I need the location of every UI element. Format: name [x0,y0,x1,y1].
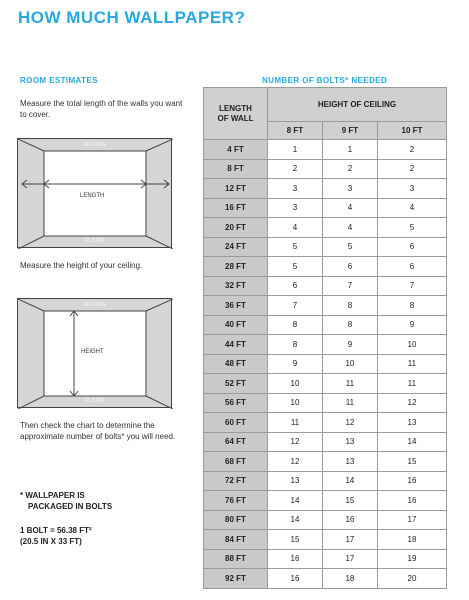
column-header: 10 FT [377,122,446,140]
row-length-cell: 76 FT [204,491,268,511]
bolt-count-cell: 5 [268,237,323,257]
table-row [204,276,447,296]
table-row [204,413,447,433]
table-row [204,510,447,530]
table-row [204,296,447,316]
bolt-count-cell: 9 [377,315,446,335]
column-header: 8 FT [268,122,323,140]
bolt-count-cell: 20 [377,569,446,589]
length-diagram [17,138,172,248]
bolt-count-cell: 6 [322,257,377,277]
bolt-count-cell: 8 [322,315,377,335]
step3-text: Then check the chart to determine the approximate number of bolts* you will need. [20,421,176,441]
bolt-count-cell: 4 [268,218,323,238]
bolt-count-cell: 14 [322,471,377,491]
row-length-cell: 84 FT [204,530,268,550]
row-length-cell: 56 FT [204,393,268,413]
bolt-count-cell: 16 [322,510,377,530]
row-length-cell: 16 FT [204,198,268,218]
bolt-count-cell: 2 [322,159,377,179]
bolt-count-cell: 12 [268,432,323,452]
row-length-cell: 52 FT [204,374,268,394]
bolt-count-cell: 12 [268,452,323,472]
bolt-count-cell: 12 [377,393,446,413]
bolt-count-cell: 2 [268,159,323,179]
bolt-count-cell: 17 [322,549,377,569]
bolt-count-cell: 1 [322,140,377,160]
row-length-cell: 60 FT [204,413,268,433]
height-label: HEIGHT [81,349,104,355]
bolt-count-cell: 15 [377,452,446,472]
row-length-cell: 68 FT [204,452,268,472]
bolt-count-cell: 9 [322,335,377,355]
table-row [204,179,447,199]
bolt-count-cell: 11 [322,393,377,413]
bolt-count-cell: 7 [377,276,446,296]
column-header: 9 FT [322,122,377,140]
ceiling-label: CEILING [82,302,107,308]
step2-text: Measure the height of your ceiling. [20,261,143,270]
bolt-count-cell: 4 [322,198,377,218]
table-row [204,530,447,550]
table-row [204,218,447,238]
table-row [204,471,447,491]
bolt-count-cell: 10 [322,354,377,374]
bolt-size [20,525,92,547]
footnote-line1: * WALLPAPER IS [20,491,85,500]
bolt-count-cell: 2 [377,140,446,160]
row-length-cell: 36 FT [204,296,268,316]
bolt-count-cell: 13 [377,413,446,433]
row-length-cell: 72 FT [204,471,268,491]
bolt-count-cell: 4 [377,198,446,218]
table-row [204,257,447,277]
length-of-wall-header [204,88,268,140]
bolt-count-cell: 10 [268,374,323,394]
bolt-count-cell: 11 [268,413,323,433]
bolts-table-body [204,140,447,589]
bolt-count-cell: 13 [322,432,377,452]
room-estimates-heading: ROOM ESTIMATES [20,76,98,85]
table-row [204,452,447,472]
row-length-cell: 44 FT [204,335,268,355]
bolt-count-cell: 6 [268,276,323,296]
bolt-count-cell: 16 [268,569,323,589]
bolt-dimensions: (20.5 IN X 33 FT) [20,537,82,546]
row-length-cell: 40 FT [204,315,268,335]
table-row [204,315,447,335]
height-of-ceiling-header: HEIGHT OF CEILING [268,88,447,122]
floor-label: FLOOR [84,398,105,404]
bolt-count-cell: 8 [322,296,377,316]
bolt-count-cell: 8 [268,335,323,355]
row-length-cell: 48 FT [204,354,268,374]
bolt-count-cell: 4 [322,218,377,238]
table-row [204,374,447,394]
bolt-count-cell: 14 [268,491,323,511]
row-length-cell: 92 FT [204,569,268,589]
row-length-cell: 88 FT [204,549,268,569]
length-header-line2: OF WALL [217,113,254,123]
row-length-cell: 64 FT [204,432,268,452]
bolt-count-cell: 12 [322,413,377,433]
table-row [204,549,447,569]
row-length-cell: 28 FT [204,257,268,277]
bolt-count-cell: 9 [268,354,323,374]
bolt-count-cell: 17 [322,530,377,550]
bolt-count-cell: 3 [268,198,323,218]
row-length-cell: 8 FT [204,159,268,179]
table-row [204,237,447,257]
step1-text: Measure the total length of the walls you want to cover. [20,99,183,119]
bolt-count-cell: 7 [322,276,377,296]
table-row [204,569,447,589]
bolt-count-cell: 14 [268,510,323,530]
bolt-count-cell: 7 [268,296,323,316]
bolt-count-cell: 10 [377,335,446,355]
row-length-cell: 80 FT [204,510,268,530]
height-diagram [17,298,172,408]
bolt-count-cell: 19 [377,549,446,569]
bolt-count-cell: 2 [377,159,446,179]
row-length-cell: 4 FT [204,140,268,160]
bolt-count-cell: 6 [377,237,446,257]
footnote-line2: PACKAGED IN BOLTS [28,502,113,511]
bolt-count-cell: 16 [377,471,446,491]
table-row [204,491,447,511]
bolt-count-cell: 13 [322,452,377,472]
bolt-area: 1 BOLT = 56.38 FT² [20,526,92,535]
table-row [204,140,447,160]
bolt-count-cell: 5 [322,237,377,257]
bolt-count-cell: 10 [268,393,323,413]
table-row [204,159,447,179]
row-length-cell: 32 FT [204,276,268,296]
bolt-count-cell: 6 [377,257,446,277]
bolt-footnote [20,490,112,512]
bolt-count-cell: 3 [322,179,377,199]
bolt-count-cell: 14 [377,432,446,452]
bolt-count-cell: 15 [268,530,323,550]
ceiling-label: CEILING [82,142,107,148]
table-row [204,393,447,413]
bolt-count-cell: 11 [377,374,446,394]
table-row [204,354,447,374]
table-row [204,198,447,218]
bolts-needed-heading: NUMBER OF BOLTS* NEEDED [262,76,388,85]
bolt-count-cell: 17 [377,510,446,530]
bolt-count-cell: 1 [268,140,323,160]
bolt-count-cell: 8 [268,315,323,335]
bolt-count-cell: 11 [377,354,446,374]
table-row [204,432,447,452]
bolt-count-cell: 16 [268,549,323,569]
bolt-count-cell: 18 [322,569,377,589]
bolt-count-cell: 15 [322,491,377,511]
bolt-count-cell: 5 [268,257,323,277]
bolt-count-cell: 5 [377,218,446,238]
length-label: LENGTH [80,193,105,199]
table-row [204,335,447,355]
bolt-count-cell: 16 [377,491,446,511]
bolt-count-cell: 18 [377,530,446,550]
row-length-cell: 20 FT [204,218,268,238]
length-header-line1: LENGTH [219,103,252,113]
bolt-count-cell: 3 [268,179,323,199]
row-length-cell: 24 FT [204,237,268,257]
page-title: HOW MUCH WALLPAPER? [18,8,246,27]
floor-label: FLOOR [84,238,105,244]
bolt-count-cell: 3 [377,179,446,199]
bolt-count-cell: 8 [377,296,446,316]
bolt-count-cell: 11 [322,374,377,394]
bolts-table [203,87,447,589]
bolt-count-cell: 13 [268,471,323,491]
row-length-cell: 12 FT [204,179,268,199]
